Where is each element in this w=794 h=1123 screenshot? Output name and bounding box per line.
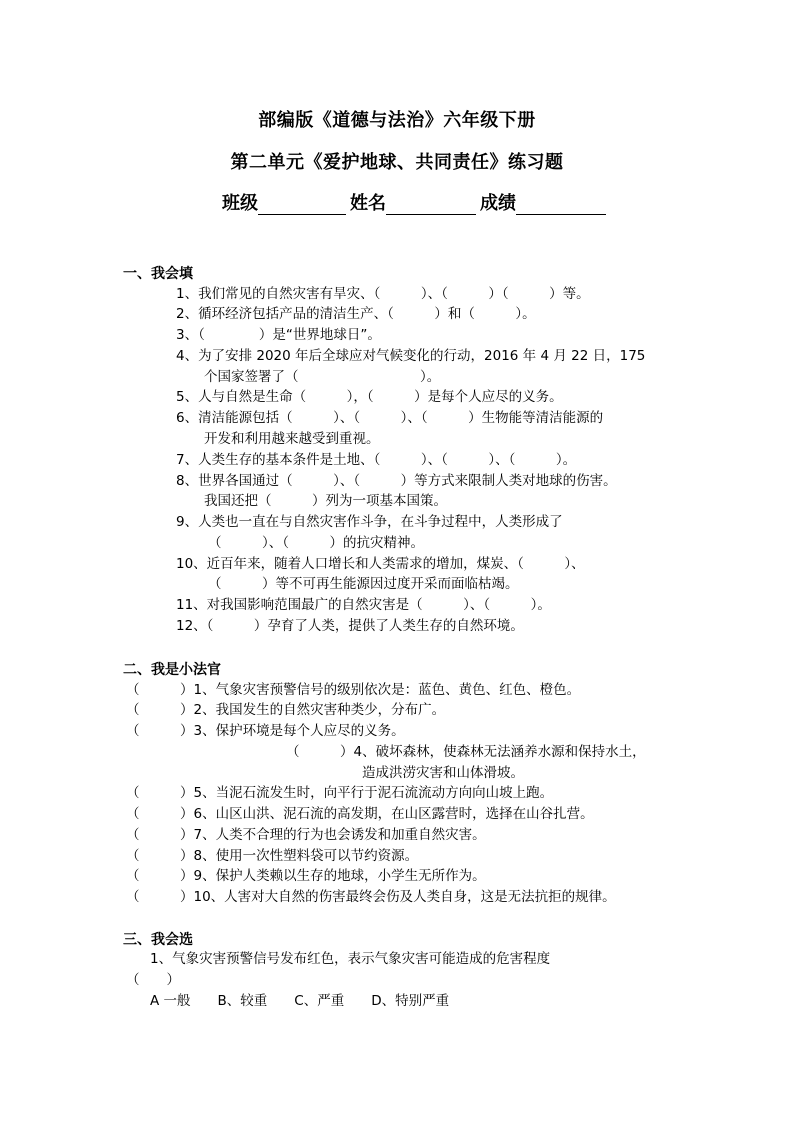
section1-line: （ ）等不可再生能源因过度开采而面临枯竭。	[208, 576, 519, 592]
section1-line: 4、为了安排 2020 年后全球应对气候变化的行动，2016 年 4 月 22 日，175	[176, 348, 646, 364]
judge-item: （ ）10、人害对大自然的伤害最终会伤及人类自身，这是无法抗拒的规律。	[126, 889, 616, 905]
judge-item: （ ）7、人类不合理的行为也会诱发和加重自然灾害。	[126, 827, 486, 843]
student-info-row	[222, 189, 610, 215]
section1-line: 12、（ ）孕育了人类，提供了人类生存的自然环境。	[176, 618, 524, 634]
judge-item-continued: 造成洪涝灾害和山体滑坡。	[362, 765, 524, 781]
section1-line: 1、我们常见的自然灾害有旱灾、（ ）、（ ）（ ）等。	[176, 286, 590, 302]
section3-heading: 三、我会选	[123, 932, 193, 948]
section1-line: 3、（ ）是“世界地球日”。	[176, 327, 381, 343]
judge-item: （ ）9、保护人类赖以生存的地球，小学生无所作为。	[126, 868, 486, 884]
section1-line: 10、近百年来，随着人口增长和人类需求的增加，煤炭、（ ）、	[176, 556, 585, 572]
choice-answer-blank: （ ）	[126, 972, 180, 988]
section1-line: 8、世界各国通过（ ）、（ ）等方式来限制人类对地球的伤害。	[176, 473, 617, 489]
section1-line: 5、人与自然是生命（ ），（ ）是每个人应尽的义务。	[176, 389, 563, 405]
judge-item: （ ）6、山区山洪、泥石流的高发期，在山区露营时，选择在山谷扎营。	[126, 806, 594, 822]
class-blank[interactable]	[258, 196, 346, 215]
section1-line: 6、清洁能源包括（ ）、（ ）、（ ）生物能等清洁能源的	[176, 410, 604, 426]
section1-line: 7、人类生存的基本条件是土地、（ ）、（ ）、（ ）。	[176, 452, 577, 468]
section1-line: 开发和利用越来越受到重视。	[204, 431, 380, 447]
section1-line: 个国家签署了（ ）。	[204, 369, 441, 385]
judge-item: （ ）2、我国发生的自然灾害种类少，分布广。	[126, 702, 446, 718]
section1-line: （ ）、（ ）的抗灾精神。	[208, 535, 424, 551]
section1-line: 我国还把（ ）列为一项基本国策。	[204, 493, 447, 509]
section1-line: 11、对我国影响范围最广的自然灾害是（ ）、（ ）。	[176, 597, 551, 613]
section1-heading: 一、我会填	[123, 266, 193, 282]
judge-item: （ ）3、保护环境是每个人应尽的义务。	[126, 723, 405, 739]
section1-line: 2、循环经济包括产品的清洁生产、（ ）和（ ）。	[176, 306, 536, 322]
name-label: 姓名	[350, 193, 386, 214]
judge-item: （ ）4、破坏森林，使森林无法涵养水源和保持水土，	[286, 744, 646, 760]
score-label: 成绩	[480, 193, 516, 214]
choice-options: A 一般 B、较重 C、严重 D、特别严重	[150, 993, 450, 1009]
section2-heading: 二、我是小法官	[123, 662, 221, 678]
judge-item: （ ）5、当泥石流发生时，向平行于泥石流流动方向向山坡上跑。	[126, 785, 554, 801]
name-blank[interactable]	[386, 196, 476, 215]
page-subtitle: 第二单元《爱护地球、共同责任》练习题	[230, 152, 564, 173]
judge-item: （ ）1、气象灾害预警信号的级别依次是：蓝色、黄色、红色、橙色。	[126, 682, 581, 698]
score-blank[interactable]	[516, 196, 606, 215]
choice-question: 1、气象灾害预警信号发布红色，表示气象灾害可能造成的危害程度	[150, 951, 551, 967]
class-label: 班级	[222, 193, 258, 214]
section1-line: 9、人类也一直在与自然灾害作斗争，在斗争过程中，人类形成了	[176, 514, 563, 530]
judge-item: （ ）8、使用一次性塑料袋可以节约资源。	[126, 848, 419, 864]
page-title: 部编版《道德与法治》六年级下册	[258, 110, 536, 131]
